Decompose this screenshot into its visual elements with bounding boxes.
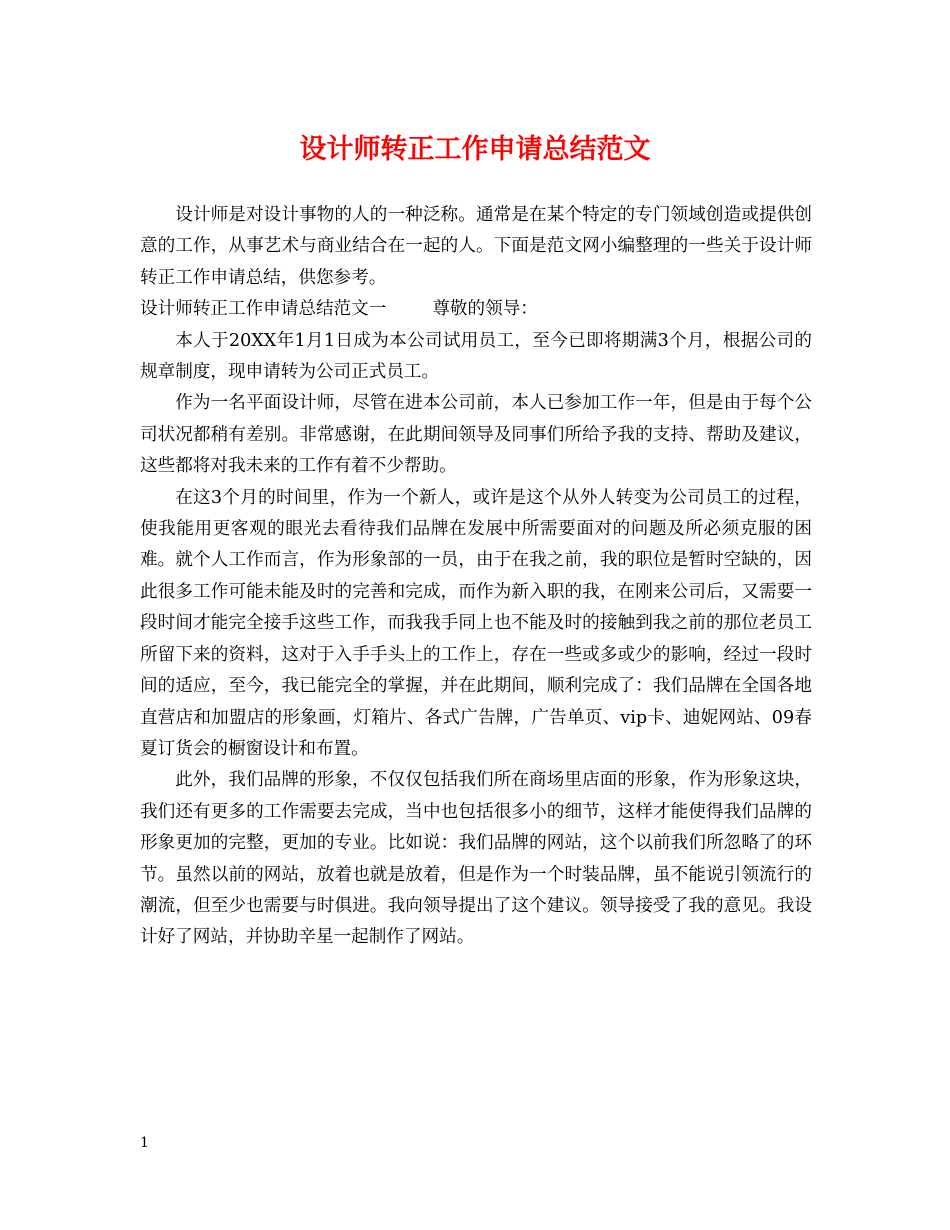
document-body <box>140 200 812 954</box>
body-paragraph: 本人于20XX年1月1日成为本公司试用员工，至今已即将期满3个月，根据公司的规章制度，现申请转为公司正式员工。 <box>140 330 812 383</box>
section-heading: 设计师转正工作申请总结范文一 <box>140 299 387 320</box>
document-title: 设计师转正工作申请总结范文 <box>299 134 651 165</box>
salutation: 尊敬的领导： <box>432 299 538 320</box>
intro-paragraph: 设计师是对设计事物的人的一种泛称。通常是在某个特定的专门领域创造或提供创意的工作，从事艺术与商业结合在一起的人。下面是范文网小编整理的一些关于设计师转正工作申请总结，供您参考。 <box>140 205 812 288</box>
page-number: 1 <box>140 1135 149 1151</box>
body-paragraph: 在这3个月的时间里，作为一个新人，或许是这个从外人转变为公司员工的过程，使我能用更客观的眼光去看待我们品牌在发展中所需要面对的问题及所必须克服的困难。就个人工作而言，作为形象部的一员，由于在我之前，我的职位是暂时空缺的，因此很多工作可能未能及时的完善和完成，而作为新入职的我，在刚来公司后，又需要一段时间才能完全接手这些工作，而我我手同上也不能及时的接触到我之前的那位老员工所留下来的资料，这对于入手手头上的工作上，存在一些或多或少的影响，经过一段时间的适应，至今，我已能完全的掌握，并在此期间，顺利完成了：我们品牌在全国各地直营店和加盟店的形象画，灯箱片、各式广告牌，广告单页、vip卡、迪妮网站、09春夏订货会的橱窗设计和布置。 <box>140 487 812 759</box>
section-heading-line <box>140 294 812 325</box>
body-paragraph: 作为一名平面设计师，尽管在进本公司前，本人已参加工作一年，但是由于每个公司状况都稍有差别。非常感谢，在此期间领导及同事们所给予我的支持、帮助及建议，这些都将对我未来的工作有着不少帮助。 <box>140 393 812 477</box>
body-paragraph: 此外，我们品牌的形象，不仅仅包括我们所在商场里店面的形象，作为形象这块，我们还有更多的工作需要去完成，当中也包括很多小的细节，这样才能使得我们品牌的形象更加的完整，更加的专业。比如说：我们品牌的网站，这个以前我们所忽略了的环节。虽然以前的网站，放着也就是放着，但是作为一个时装品牌，虽不能说引领流行的潮流，但至少也需要与时俱进。我向领导提出了这个建议。领导接受了我的意见。我设计好了网站，并协助辛星一起制作了网站。 <box>140 770 812 948</box>
